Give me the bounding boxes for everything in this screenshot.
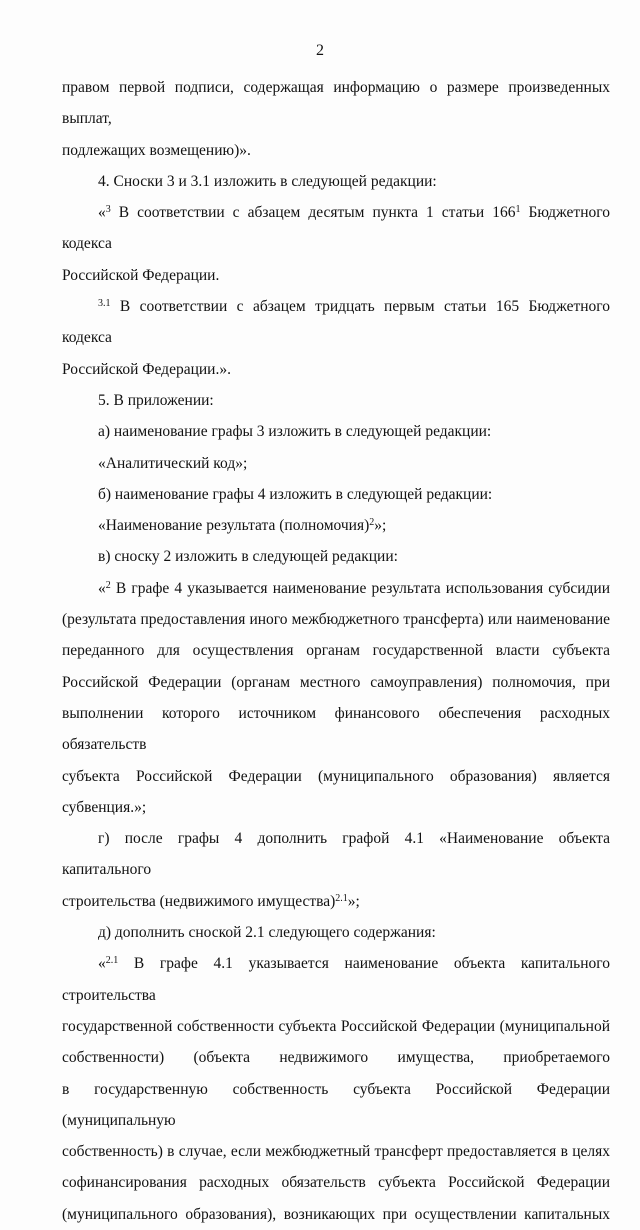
text-line — [62, 197, 610, 260]
text-line: подлежащих возмещению)». — [62, 141, 251, 159]
text-line — [62, 886, 610, 917]
text-line: «Аналитический код»; — [98, 454, 248, 472]
text-line — [62, 291, 610, 354]
text-segment: « — [98, 955, 106, 973]
text-line — [62, 948, 610, 1011]
text-line: 5. В приложении: — [98, 391, 214, 409]
footnote-marker: 1 — [515, 204, 521, 216]
text-segment: Бюджетного кодекса — [62, 204, 610, 253]
text-line: д) дополнить сноской 2.1 следующего содержания: — [98, 924, 436, 942]
text-line: б) наименование графы 4 изложить в следующей редакции: — [98, 485, 493, 503]
text-segment: « — [98, 579, 106, 597]
text-line — [62, 510, 610, 541]
document-body — [62, 72, 610, 1230]
text-line: в) сноску 2 изложить в следующей редакции: — [98, 548, 398, 566]
text-line: г) после графы 4 дополнить графой 4.1 «Наименование объекта капитального — [62, 830, 610, 879]
text-line: (результата предоставления иного межбюджетного трансферта) или наименование — [62, 611, 610, 629]
text-line: выполнении которого источником финансового обеспечения расходных обязательств — [62, 704, 610, 754]
text-segment: «Наименование результата (полномочия) — [98, 517, 370, 535]
text-line: софинансирования расходных обязательств субъекта Российской Федерации — [62, 1174, 610, 1192]
text-segment: В графе 4 указывается наименование результата использования субсидии — [110, 579, 610, 597]
text-line: переданного для осуществления органам государственной власти субъекта — [62, 642, 610, 660]
footnote-marker: 3.1 — [98, 298, 111, 310]
text-line: в государственную собственность субъекта Российской Федерации (муниципальную — [62, 1080, 610, 1129]
footnote-marker: 3 — [105, 204, 111, 216]
text-segment: строительства (недвижимого имущества) — [62, 892, 336, 910]
text-line: государственной собственности субъекта Российской Федерации (муниципальной — [62, 1017, 610, 1035]
text-segment: »; — [374, 517, 387, 535]
text-line: Российской Федерации. — [62, 266, 220, 284]
text-segment: В графе 4.1 указывается наименование объекта капитального строительства — [62, 955, 610, 1004]
text-segment: В соответствии с абзацем тридцать первым статьи 165 Бюджетного кодекса — [62, 298, 610, 347]
page-number: 2 — [316, 42, 324, 59]
footnote-marker: 2 — [369, 517, 375, 529]
text-line: правом первой подписи, содержащая информацию о размере произведенных выплат, — [62, 79, 610, 128]
footnote-marker: 2.1 — [335, 892, 348, 904]
footnote-marker: 2 — [105, 579, 111, 591]
text-line: 4. Сноски 3 и 3.1 изложить в следующей редакции: — [98, 172, 437, 190]
footnote-marker: 2.1 — [105, 955, 119, 967]
text-line: собственность) в случае, если межбюджетный трансферт предоставляется в целях — [62, 1143, 610, 1161]
text-line: (муниципального образования), возникающих при осуществлении капитальных — [62, 1205, 610, 1223]
text-line: субъекта Российской Федерации (муниципального образования) является — [62, 767, 610, 785]
text-line: собственности) (объекта недвижимого имущества, приобретаемого — [62, 1049, 610, 1067]
text-line: Российской Федерации.». — [62, 360, 231, 378]
text-segment: В соответствии с абзацем десятым пункта 1 статьи 166 — [110, 204, 516, 222]
text-line: Российской Федерации (органам местного самоуправления) полномочия, при — [62, 673, 610, 691]
text-segment: »; — [347, 892, 360, 910]
text-line: а) наименование графы 3 изложить в следующей редакции: — [98, 423, 492, 441]
text-segment: « — [98, 204, 106, 222]
text-line — [62, 573, 610, 604]
text-line: субвенция.»; — [62, 798, 147, 816]
